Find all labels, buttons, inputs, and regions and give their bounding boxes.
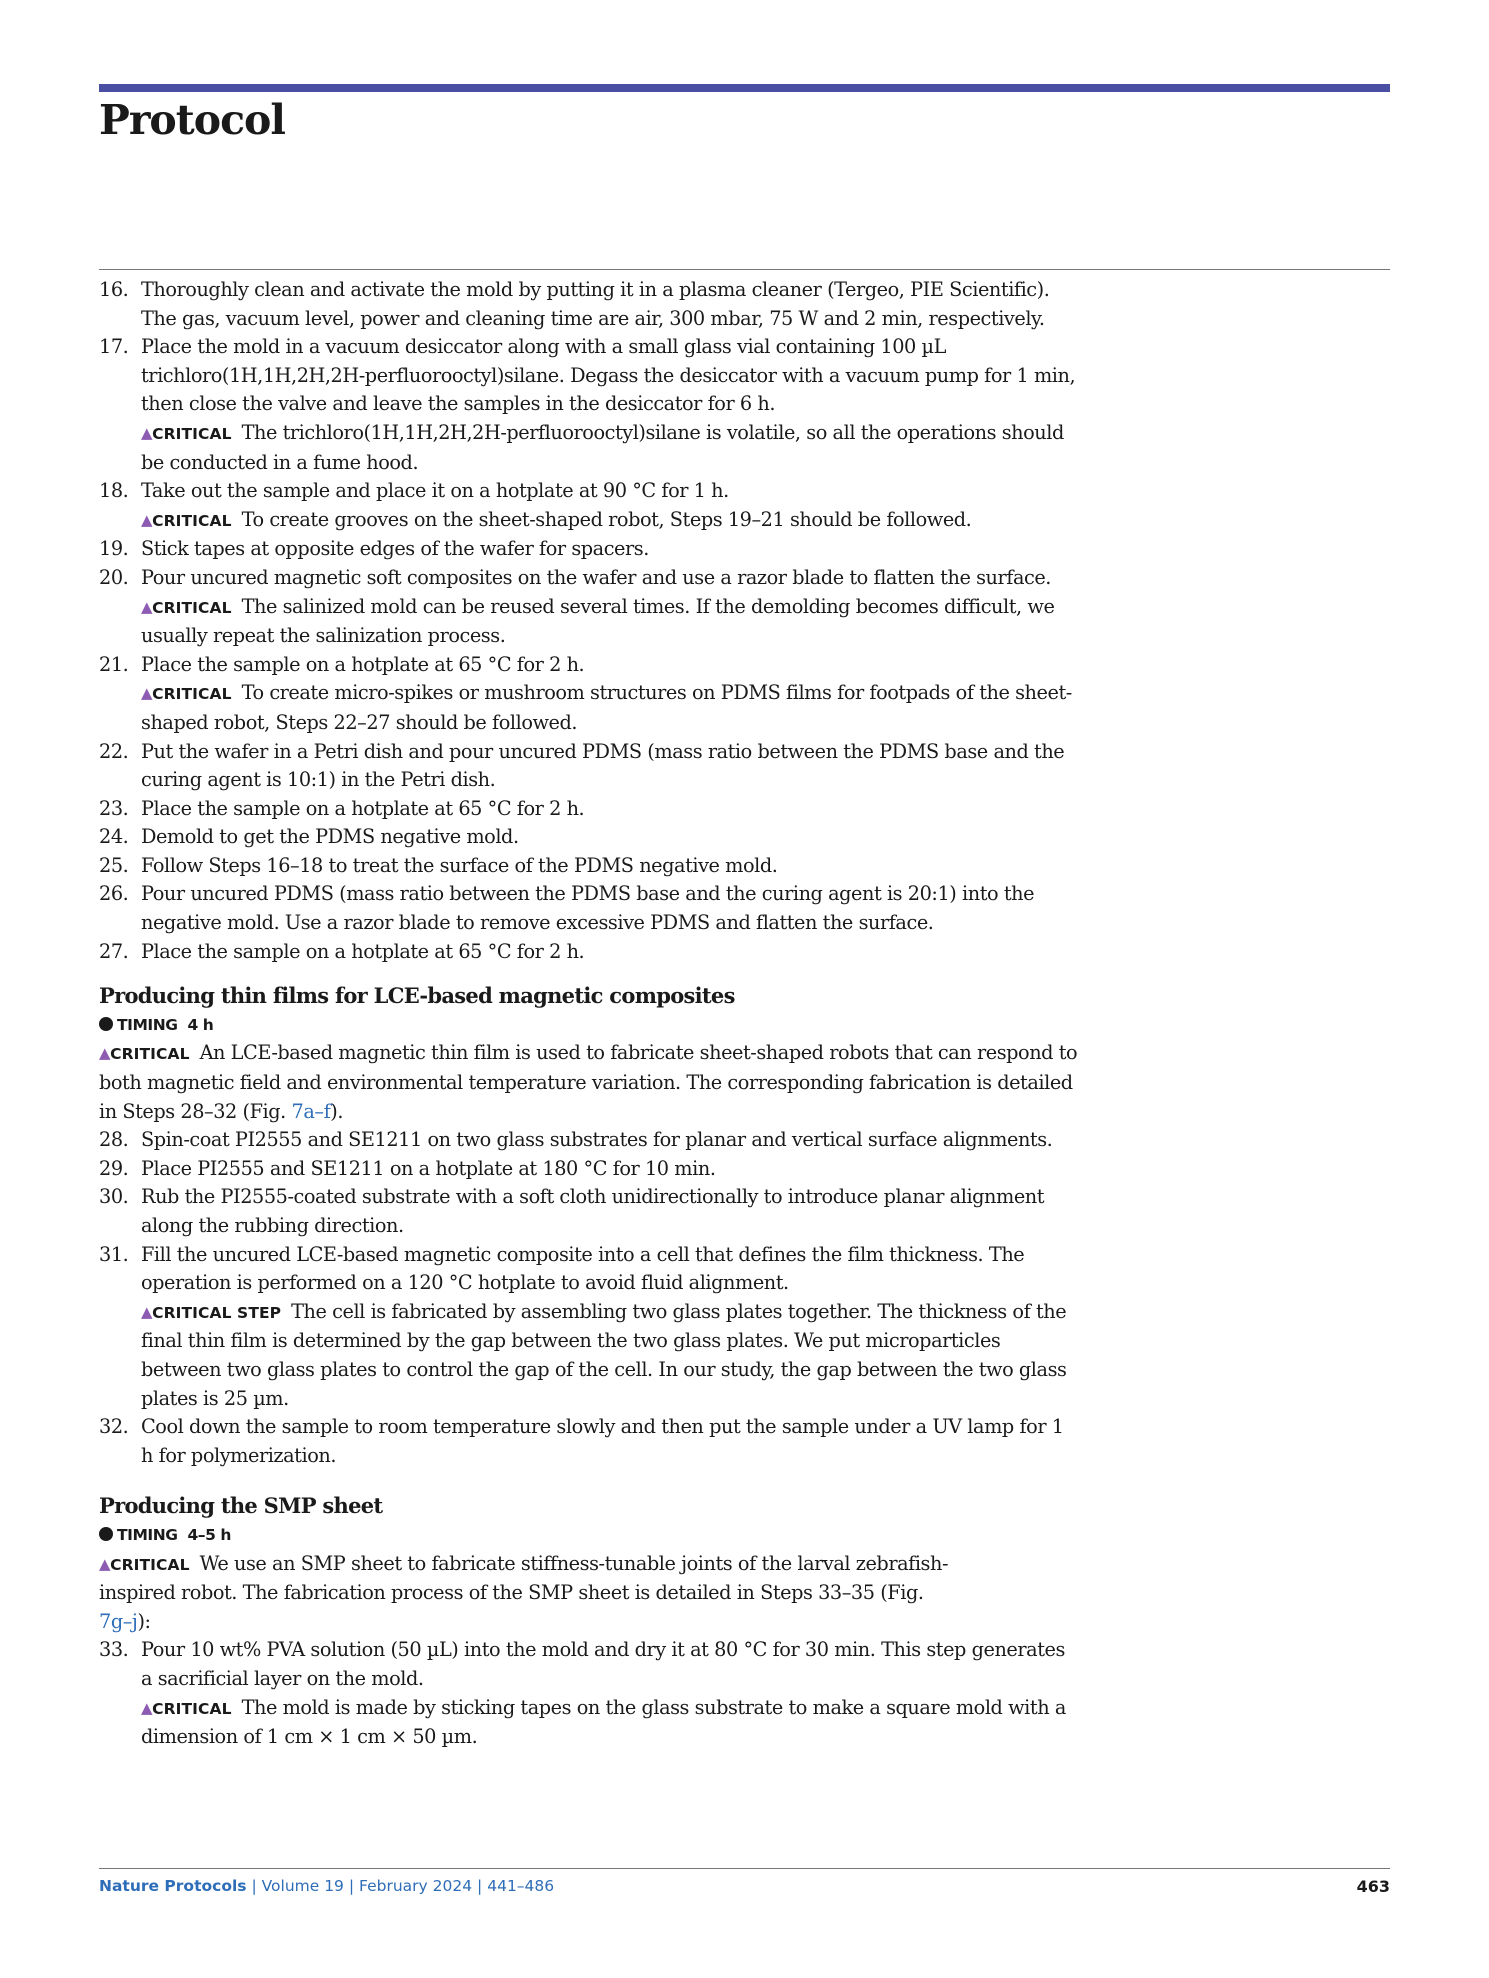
step-text: Follow Steps 16–18 to treat the surface of the PDMS negative mold. [141,853,778,877]
step-text: Put the wafer in a Petri dish and pour uncured PDMS (mass ratio between the PDMS base and the curing agent is 10:1) in the Petri dish. [141,739,1065,792]
warning-triangle-icon: ▲ [141,597,153,616]
article-body [99,276,1079,1752]
timing-dot-icon [99,1527,113,1541]
critical-text: To create micro-spikes or mushroom structures on PDMS films for footpads of the sheet-shaped robot, Steps 22–27 should be followed. [141,681,1072,734]
step-number: 24. [99,825,129,849]
timing-value: 4 h [187,1015,214,1034]
step-number: 16. [99,278,129,301]
warning-triangle-icon: ▲ [141,684,153,703]
step-text: Place the sample on a hotplate at 65 °C for 2 h. [141,939,585,963]
step-number: 19. [99,537,129,561]
critical-label: CRITICAL [152,598,232,617]
issue-date: February 2024 [359,1877,473,1895]
journal-name[interactable]: Nature Protocols [99,1877,247,1895]
step-text: Place PI2555 and SE1211 on a hotplate at 180 °C for 10 min. [141,1156,716,1180]
critical-text: The salinized mold can be reused several times. If the demolding becomes difficult, we usually repeat the salinization process. [141,594,1055,648]
critical-note [141,679,1079,737]
step-number: 27. [99,939,129,963]
warning-triangle-icon: ▲ [141,510,153,529]
critical-label: CRITICAL STEP [152,1303,282,1322]
timing-value: 4–5 h [187,1525,231,1544]
step-text: Demold to get the PDMS negative mold. [141,825,519,849]
header-accent-bar [99,84,1390,92]
section-heading-lce: Producing thin films for LCE-based magnetic composites [99,983,735,1009]
timing-line [99,1521,1079,1550]
timing-label: TIMING [117,1525,178,1544]
step-19 [99,535,1079,564]
critical-note [141,1694,1079,1752]
step-number: 26. [99,882,129,906]
step-text: Place the sample on a hotplate at 65 °C for 2 h. [141,652,585,676]
separator: | [251,1877,257,1895]
warning-triangle-icon: ▲ [141,1302,153,1321]
step-33 [99,1636,1079,1751]
step-number: 21. [99,652,129,676]
step-number: 29. [99,1156,129,1180]
step-text: Pour uncured magnetic soft composites on the wafer and use a razor blade to flatten the surface. [141,565,1051,589]
warning-triangle-icon: ▲ [99,1554,111,1573]
critical-note [141,593,1079,651]
critical-tail: ). [330,1099,344,1123]
step-number: 25. [99,853,129,877]
step-text: Rub the PI2555-coated substrate with a soft cloth unidirectionally to introduce planar alignment along the rubbing direction. [141,1185,1045,1237]
critical-note [141,506,1079,536]
timing-label: TIMING [117,1015,178,1034]
critical-tail: ): [137,1609,151,1633]
critical-note [99,1550,959,1637]
timing-dot-icon [99,1017,113,1031]
step-number: 20. [99,565,129,589]
step-30 [99,1183,1079,1240]
step-text: Stick tapes at opposite edges of the wafer for spacers. [141,537,649,561]
step-text: Thoroughly clean and activate the mold by putting it in a plasma cleaner (Tergeo, PIE Scientific). The gas, vacuum level, power and cleaning time are air, 300 mbar, 75 W and 2 min, respectively. [141,278,1050,330]
page-range: 441–486 [487,1877,555,1895]
step-text: Spin-coat PI2555 and SE1211 on two glass substrates for planar and vertical surface alignments. [141,1128,1053,1152]
step-28 [99,1126,1079,1155]
footer-citation [99,1877,554,1895]
critical-label: CRITICAL [152,511,232,530]
step-number: 31. [99,1242,129,1266]
step-text: Fill the uncured LCE-based magnetic composite into a cell that defines the film thickness. The operation is performed on a 120 °C hotplate to avoid fluid alignment. [141,1242,1025,1295]
step-22 [99,738,1079,795]
step-23 [99,795,1079,824]
figure-link[interactable]: 7g–j [99,1609,138,1633]
step-16 [99,276,1079,333]
critical-text: The mold is made by sticking tapes on the glass substrate to make a square mold with a dimension of 1 cm × 1 cm × 50 µm. [141,1695,1066,1749]
critical-label: CRITICAL [110,1045,190,1064]
timing-line [99,1011,1079,1040]
step-31 [99,1241,1079,1414]
step-26 [99,880,1079,937]
step-number: 17. [99,335,129,359]
step-text: Pour uncured PDMS (mass ratio between the PDMS base and the curing agent is 20:1) into the negative mold. Use a razor blade to remove excessive PDMS and flatten the surface. [141,882,1035,935]
step-20 [99,564,1079,651]
step-number: 22. [99,739,129,763]
step-number: 30. [99,1185,129,1209]
critical-label: CRITICAL [110,1555,190,1574]
warning-triangle-icon: ▲ [99,1044,111,1063]
step-text: Place the mold in a vacuum desiccator along with a small glass vial containing 100 µL trichloro(1H,1H,2H,2H-perfluorooctyl)silane. Degass the desiccator with a vacuum pump for 1 min, then close the valve and leave the samples in the desiccator for 6 h. [141,335,1076,416]
step-17 [99,333,1079,477]
step-number: 23. [99,796,129,820]
step-number: 33. [99,1638,129,1662]
step-25 [99,852,1079,881]
warning-triangle-icon: ▲ [141,1698,153,1717]
step-number: 18. [99,479,129,503]
step-18 [99,477,1079,535]
separator: | [477,1877,483,1895]
critical-note [99,1039,1079,1126]
step-32 [99,1413,1079,1470]
critical-label: CRITICAL [152,685,232,704]
page-number: 463 [1356,1877,1390,1896]
step-text: Take out the sample and place it on a hotplate at 90 °C for 1 h. [141,479,729,503]
critical-text: An LCE-based magnetic thin film is used to fabricate sheet-shaped robots that can respond to both magnetic field and environmental temperature variation. The corresponding fabrication is detailed in Steps 28–32 (Fig. [99,1041,1078,1123]
step-text: Cool down the sample to room temperature slowly and then put the sample under a UV lamp for 1 h for polymerization. [141,1415,1064,1467]
critical-label: CRITICAL [152,1699,232,1718]
critical-text: The cell is fabricated by assembling two glass plates together. The thickness of the final thin film is determined by the gap between the two glass plates. We put microparticles between two glass plates to control the gap of the cell. In our study, the gap between the two glass plates is 25 µm. [141,1299,1067,1410]
step-text: Place the sample on a hotplate at 65 °C for 2 h. [141,796,585,820]
volume: Volume 19 [261,1877,344,1895]
step-number: 28. [99,1128,129,1152]
page-title: Protocol [99,96,285,144]
critical-note [141,419,1079,477]
critical-text: The trichloro(1H,1H,2H,2H-perfluorooctyl)silane is volatile, so all the operations should be conducted in a fume hood. [141,420,1064,474]
footer-divider [99,1868,1390,1869]
step-21 [99,651,1079,738]
step-number: 32. [99,1415,129,1439]
step-text: Pour 10 wt% PVA solution (50 µL) into the mold and dry it at 80 °C for 30 min. This step generates a sacrificial layer on the mold. [141,1638,1065,1690]
separator: | [348,1877,355,1895]
step-24 [99,823,1079,852]
step-27 [99,938,1079,967]
section-heading-smp: Producing the SMP sheet [99,1493,383,1519]
critical-text: To create grooves on the sheet-shaped robot, Steps 19–21 should be followed. [241,507,972,531]
critical-note [141,1298,1079,1413]
figure-link[interactable]: 7a–f [291,1099,331,1123]
critical-text: We use an SMP sheet to fabricate stiffness-tunable joints of the larval zebrafish-inspired robot. The fabrication process of the SMP sheet is detailed in Steps 33–35 (Fig. [99,1551,949,1605]
step-29 [99,1155,1079,1184]
header-divider [99,269,1390,270]
critical-label: CRITICAL [152,424,232,443]
warning-triangle-icon: ▲ [141,423,153,442]
